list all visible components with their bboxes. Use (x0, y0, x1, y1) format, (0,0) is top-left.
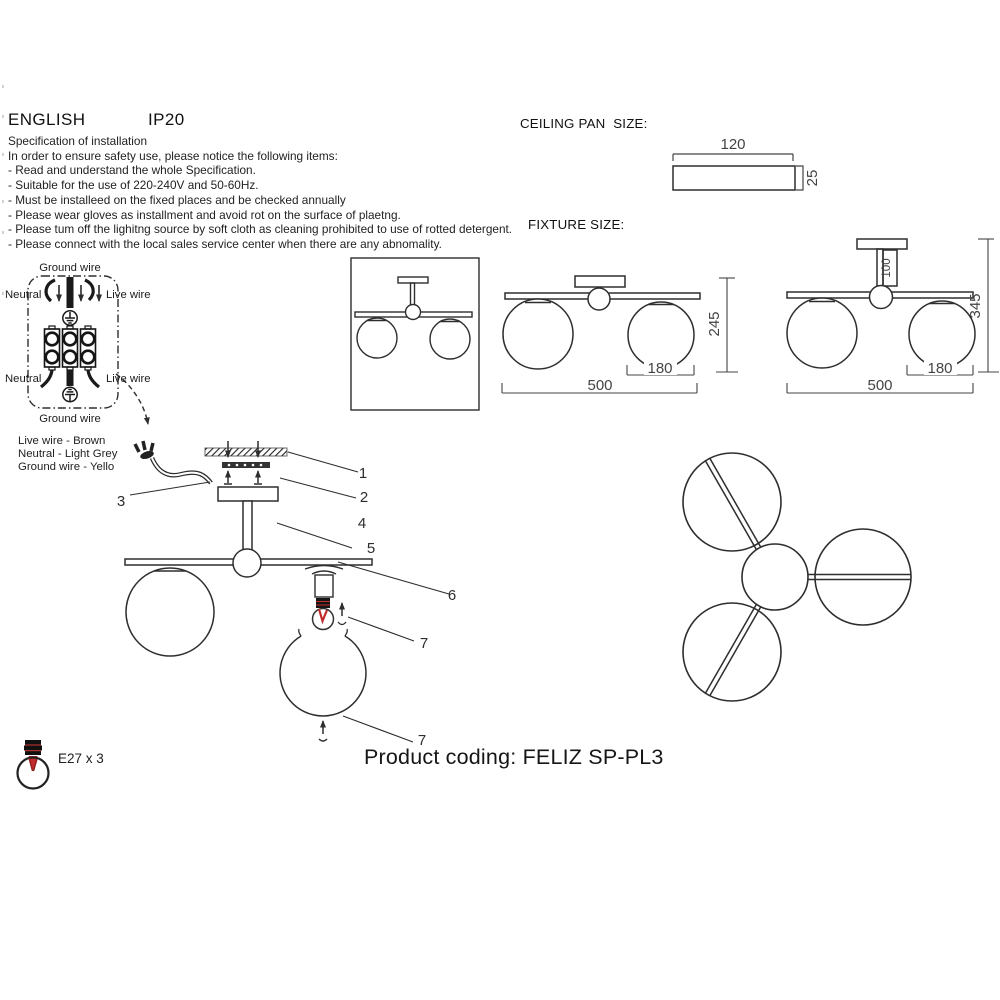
scan-artifact (2, 200, 4, 203)
callout-3: 3 (116, 493, 126, 510)
callout-7-shade: 7 (417, 732, 427, 749)
legend-ground: Ground wire - Yello (18, 460, 115, 473)
insert-arrow (338, 603, 346, 625)
installation-spec (8, 134, 568, 252)
fixture-top-view (655, 425, 955, 715)
outgoing-wires (41, 370, 99, 387)
boxed-fixture-drawing (355, 277, 472, 359)
socket-assembly (305, 566, 343, 598)
fixture-side-stem: 100 (881, 258, 893, 278)
callout-5: 5 (366, 540, 376, 557)
language-title: ENGLISH (8, 110, 86, 129)
spec-item: - Read and understand the whole Specification. (8, 163, 256, 178)
ceiling-strip (205, 448, 287, 456)
ground-wire-top-label: Ground wire (39, 262, 101, 274)
fixture-front-height: 245 (706, 311, 723, 337)
live-wire-bottom-label: Live wire (106, 373, 151, 385)
ceiling-pan-width: 120 (720, 136, 746, 153)
fixture-front-view (495, 236, 745, 401)
callout-4: 4 (357, 515, 367, 532)
scan-artifact (2, 153, 4, 156)
fixture-side-height: 345 (967, 293, 984, 319)
callout-1: 1 (358, 465, 368, 482)
ground-wire-bottom-label: Ground wire (39, 413, 101, 425)
spec-item: - Please wear gloves as installment and avoid rot on the surface of plaetng. (8, 207, 401, 222)
legend-live: Live wire - Brown (18, 435, 106, 447)
scan-artifact (2, 85, 4, 88)
spec-item: - Suitable for the use of 220-240V and 50-60Hz. (8, 178, 259, 193)
lamp-spec-label: E27 x 3 (58, 751, 104, 766)
assembly-exploded-view (108, 438, 470, 783)
fixture-side-drawing (787, 239, 975, 368)
wire-color-legend (18, 435, 117, 474)
callout-2: 2 (359, 489, 369, 506)
glass-shade (280, 636, 366, 716)
ceiling-pan-dimensions (673, 154, 803, 190)
fixture-front-width: 500 (587, 377, 613, 394)
product-box-view (350, 256, 482, 412)
mounting-screws-bottom (224, 471, 262, 484)
scan-artifact (2, 231, 4, 234)
ceiling-pan-size-label: CEILING PAN SIZE: (520, 116, 648, 131)
ceiling-pan-rect (673, 166, 795, 190)
wiring-diagram (0, 256, 175, 446)
spec-item: - Must be installeed on the fixed places and be checked annually (8, 192, 346, 207)
live-wire-top-label: Live wire (106, 289, 151, 301)
spec-intro: In order to ensure safety use, please notice the following items: (8, 148, 338, 163)
spec-title: Specification of installation (8, 134, 148, 148)
incoming-wires (46, 277, 99, 308)
top-view-spheres (683, 453, 911, 701)
bulb-icon (313, 598, 334, 630)
callout-7-socket: 7 (419, 635, 429, 652)
spec-item: - Please connect with the local sales service center when there are any abnomality. (8, 236, 442, 251)
legend-neutral: Neutral - Light Grey (18, 447, 118, 460)
neutral-bottom-label: Neutral (5, 373, 42, 385)
ceiling-pan-height: 25 (804, 169, 821, 187)
fixture-side-view (780, 236, 1000, 401)
bulb-cap (24, 740, 42, 755)
fixture-side-shade: 180 (927, 360, 953, 377)
ip-rating: IP20 (148, 110, 185, 129)
supply-wire-bundle (135, 441, 211, 483)
fixture-front-shade: 180 (647, 360, 673, 377)
ceiling-pan-drawing (660, 130, 845, 200)
fixture-size-label: FIXTURE SIZE: (528, 217, 625, 232)
terminal-block (45, 326, 96, 370)
product-coding: Product coding: FELIZ SP-PL3 (364, 745, 664, 769)
ground-symbol-top (63, 311, 77, 325)
scan-artifact (2, 115, 4, 118)
ground-symbol-bottom (63, 387, 77, 401)
fixture-front-drawing (503, 276, 700, 369)
fixture-side-width: 500 (867, 377, 893, 394)
neutral-top-label: Neutral (5, 289, 42, 301)
spec-item: - Please tum off the lighitng source by soft cloth as cleaning prohibited to use of rotted detergent. (8, 222, 513, 237)
shade-insert-arrow (319, 721, 327, 741)
callout-6: 6 (447, 587, 457, 604)
fixture-body (125, 487, 372, 656)
